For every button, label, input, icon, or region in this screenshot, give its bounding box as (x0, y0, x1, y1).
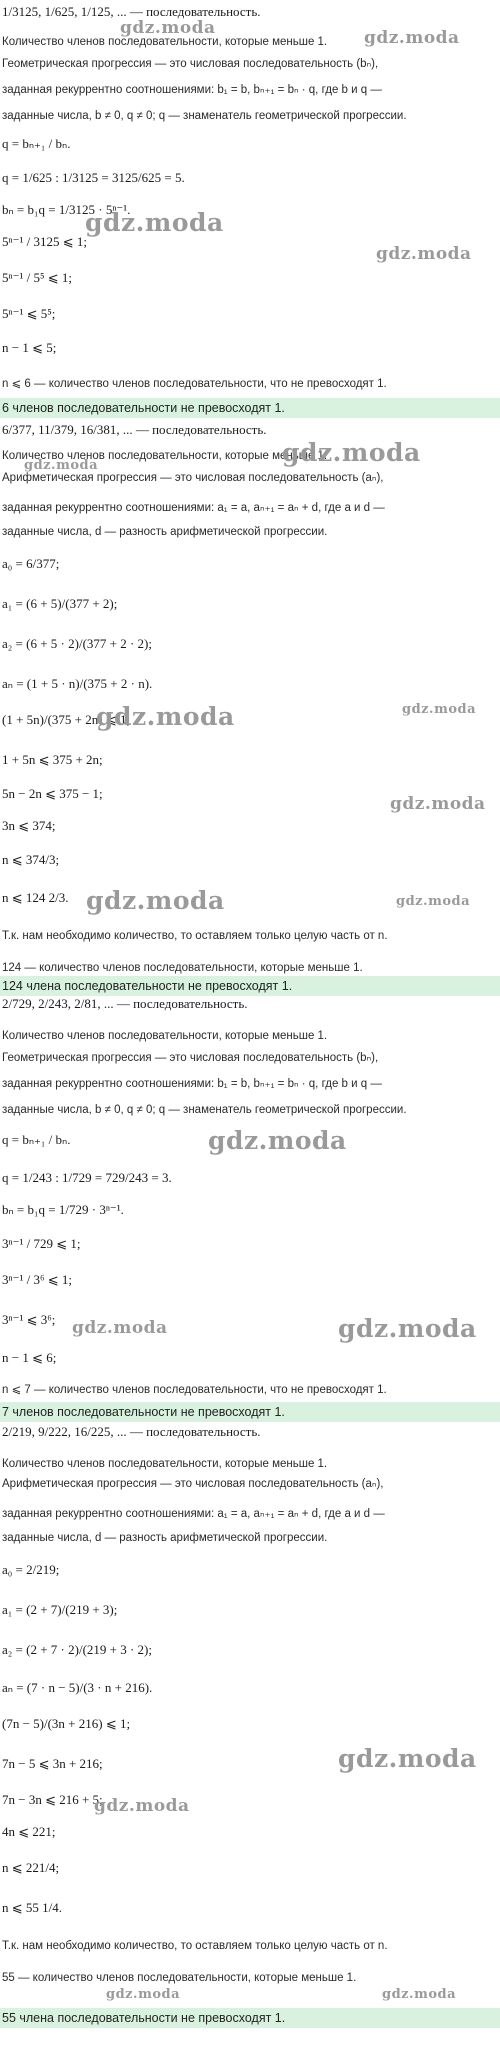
watermark: gdz.moda (382, 1987, 457, 2002)
text-line: Количество членов последовательности, которые меньше 1. (2, 1458, 328, 1470)
watermark: gdz.moda (208, 1126, 347, 1155)
text-line: Т.к. нам необходимо количество, то оставляем только целую часть от n. (2, 1940, 388, 1952)
watermark: gdz.moda (72, 1318, 168, 1338)
math-line: n − 1 ⩽ 6; (2, 1350, 57, 1365)
math-line: n ⩽ 374/3; (2, 852, 60, 867)
text-line: 124 — количество членов последовательности, которые меньше 1. (2, 962, 363, 974)
watermark: gdz.moda (96, 702, 235, 731)
math-line: n ⩽ 124 2/3. (2, 890, 69, 905)
watermark: gdz.moda (24, 458, 99, 473)
text-line: Арифметическая прогрессия — это числовая последовательность (aₙ), (2, 472, 384, 484)
text-line: Геометрическая прогрессия — это числовая последовательность (bₙ), (2, 1052, 379, 1064)
math-line: 5ⁿ⁻¹ / 3125 ⩽ 1; (2, 234, 87, 249)
text-line: n ⩽ 7 — количество членов последовательности, что не превосходят 1. (2, 1384, 387, 1396)
text-line: заданная рекуррентно соотношениями: b₁ = b, bₙ₊₁ = bₙ · q, где b и q — (2, 1078, 382, 1090)
answer-line: 55 члена последовательности не превосходят 1. (0, 2008, 500, 2028)
text-line: Геометрическая прогрессия — это числовая последовательность (bₙ), (2, 58, 379, 70)
math-line: 1 + 5n ⩽ 375 + 2n; (2, 752, 103, 767)
answer-line: 124 члена последовательности не превосходят 1. (0, 976, 500, 996)
math-line: 3ⁿ⁻¹ ⩽ 3⁶; (2, 1312, 56, 1327)
math-line: 5ⁿ⁻¹ ⩽ 5⁵; (2, 306, 56, 321)
watermark: gdz.moda (338, 1314, 477, 1343)
math-line: 7n − 3n ⩽ 216 + 5; (2, 1792, 103, 1807)
watermark: gdz.moda (120, 18, 216, 38)
math-line: 2/729, 2/243, 2/81, ... — последовательность. (2, 996, 248, 1011)
text-line: заданные числа, d — разность арифметической прогрессии. (2, 526, 328, 538)
math-line: aₙ = (1 + 5 · n)/(375 + 2 · n). (2, 676, 153, 691)
math-line: (7n − 5)/(3n + 216) ⩽ 1; (2, 1716, 131, 1731)
text-line: заданная рекуррентно соотношениями: a₁ = a, aₙ₊₁ = aₙ + d, где a и d — (2, 502, 385, 514)
math-line: 3ⁿ⁻¹ / 729 ⩽ 1; (2, 1236, 81, 1251)
math-line: bₙ = b₁q = 1/3125 · 5ⁿ⁻¹. (2, 202, 131, 217)
text-line: заданная рекуррентно соотношениями: a₁ = a, aₙ₊₁ = aₙ + d, где a и d — (2, 1508, 385, 1520)
text-line: Количество членов последовательности, которые меньше 1. (2, 1030, 328, 1042)
watermark: gdz.moda (338, 1744, 477, 1773)
math-line: a₀ = 6/377; (2, 556, 60, 571)
math-line: 1/3125, 1/625, 1/125, ... — последовательность. (2, 4, 261, 19)
math-line: 4n ⩽ 221; (2, 1824, 56, 1839)
math-line: bₙ = b₁q = 1/729 · 3ⁿ⁻¹. (2, 1202, 124, 1217)
math-line: (1 + 5n)/(375 + 2n) ⩽ 1; (2, 712, 131, 727)
math-line: 6/377, 11/379, 16/381, ... — последовательность. (2, 422, 267, 437)
text-line: Т.к. нам необходимо количество, то оставляем только целую часть от n. (2, 930, 388, 942)
watermark: gdz.moda (364, 28, 460, 48)
math-line: a₁ = (2 + 7)/(219 + 3); (2, 1602, 118, 1617)
text-line: Количество членов последовательности, которые меньше 1. (2, 36, 328, 48)
math-line: n − 1 ⩽ 5; (2, 340, 57, 355)
math-line: n ⩽ 221/4; (2, 1860, 60, 1875)
math-line: q = 1/243 : 1/729 = 729/243 = 3. (2, 1170, 172, 1185)
text-line: n ⩽ 6 — количество членов последовательности, что не превосходят 1. (2, 378, 387, 390)
watermark: gdz.moda (94, 1796, 190, 1816)
text-line: Количество членов последовательности, которые меньше 1. (2, 450, 328, 462)
math-line: a₂ = (6 + 5 · 2)/(377 + 2 · 2); (2, 636, 152, 651)
math-line: q = bₙ₊₁ / bₙ. (2, 136, 71, 151)
watermark: gdz.moda (282, 438, 421, 467)
text-line: 55 — количество членов последовательности, которые меньше 1. (2, 1972, 357, 1984)
text-line: Арифметическая прогрессия — это числовая последовательность (aₙ), (2, 1478, 384, 1490)
text-line: заданные числа, d — разность арифметической прогрессии. (2, 1532, 328, 1544)
watermark: gdz.moda (376, 244, 472, 264)
watermark: gdz.moda (86, 886, 225, 915)
watermark: gdz.moda (390, 794, 486, 814)
watermark: gdz.moda (106, 1987, 181, 2002)
math-line: a₀ = 2/219; (2, 1562, 60, 1577)
watermark: gdz.moda (402, 702, 477, 717)
answer-line: 7 членов последовательности не превосходят 1. (0, 1402, 500, 1422)
math-line: 7n − 5 ⩽ 3n + 216; (2, 1756, 103, 1771)
math-line: n ⩽ 55 1/4. (2, 1900, 63, 1915)
answer-line: 6 членов последовательности не превосходят 1. (0, 398, 500, 418)
math-line: a₂ = (2 + 7 · 2)/(219 + 3 · 2); (2, 1642, 152, 1657)
math-line: q = 1/625 : 1/3125 = 3125/625 = 5. (2, 170, 185, 185)
math-line: a₁ = (6 + 5)/(377 + 2); (2, 596, 118, 611)
math-line: 5ⁿ⁻¹ / 5⁵ ⩽ 1; (2, 270, 73, 285)
math-line: 2/219, 9/222, 16/225, ... — последовательность. (2, 1424, 261, 1439)
math-line: 5n − 2n ⩽ 375 − 1; (2, 786, 103, 801)
text-line: заданная рекуррентно соотношениями: b₁ = b, bₙ₊₁ = bₙ · q, где b и q — (2, 84, 382, 96)
text-line: заданные числа, b ≠ 0, q ≠ 0; q — знаменатель геометрической прогрессии. (2, 1104, 407, 1116)
math-line: aₙ = (7 · n − 5)/(3 · n + 216). (2, 1680, 153, 1695)
text-line: заданные числа, b ≠ 0, q ≠ 0; q — знаменатель геометрической прогрессии. (2, 110, 407, 122)
watermark: gdz.moda (85, 208, 224, 237)
watermark: gdz.moda (396, 894, 471, 909)
math-line: q = bₙ₊₁ / bₙ. (2, 1132, 71, 1147)
math-line: 3ⁿ⁻¹ / 3⁶ ⩽ 1; (2, 1272, 73, 1287)
math-line: 3n ⩽ 374; (2, 818, 56, 833)
